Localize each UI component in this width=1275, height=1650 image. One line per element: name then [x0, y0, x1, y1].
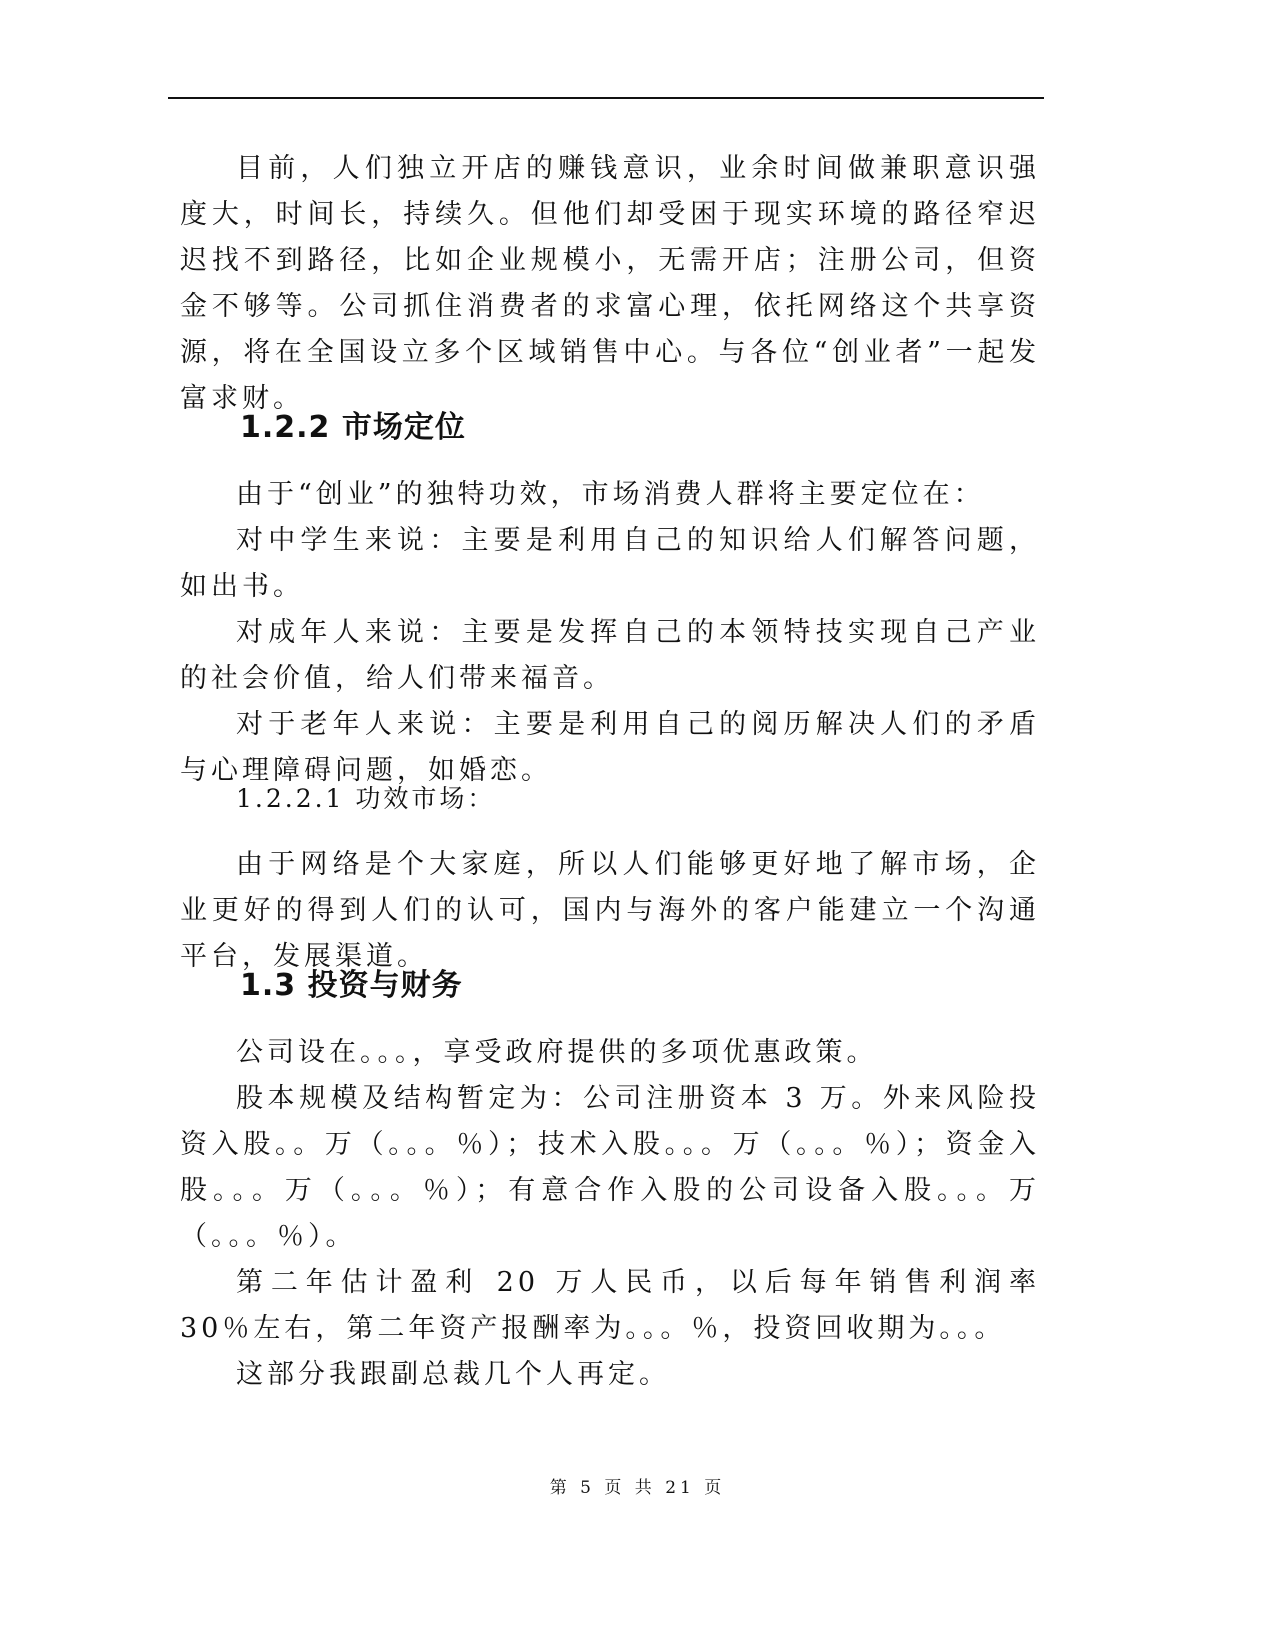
- header-rule: [168, 97, 1044, 99]
- market-item-elderly: 对于老年人来说：主要是利用自己的阅历解决人们的矛盾与心理障碍问题，如婚恋。: [180, 709, 1040, 786]
- investment-p4: 这部分我跟副总裁几个人再定。: [236, 1359, 670, 1390]
- market-positioning-block: [180, 472, 1040, 794]
- page-footer: 第 5 页 共 21 页: [549, 1478, 726, 1498]
- market-lead: 由于“创业”的独特功效，市场消费人群将主要定位在：: [236, 479, 985, 510]
- market-item-adults: 对成年人来说：主要是发挥自己的本领特技实现自己产业的社会价值，给人们带来福音。: [180, 617, 1040, 694]
- investment-p3: 第二年估计盈利 20 万人民币，以后每年销售利润率 30％左右，第二年资产报酬率为。。。％，投资回收期为。。。: [180, 1267, 1040, 1344]
- investment-p2: 股本规模及结构暂定为：公司注册资本 3 万。外来风险投资入股。。万（。。。％）；技术入股。。。万（。。。％）；资金入股。。。万（。。。％）；有意合作入股的公司设备入股。。。万（。。。％）。: [180, 1083, 1040, 1252]
- section-heading-1-3: 1.3 投资与财务: [240, 968, 463, 1003]
- effect-market-paragraph: 由于网络是个大家庭，所以人们能够更好地了解市场，企业更好的得到人们的认可，国内与海外的客户能建立一个沟通平台，发展渠道。: [180, 849, 1040, 972]
- intro-block: [180, 146, 1040, 422]
- investment-p1: 公司设在。。。，享受政府提供的多项优惠政策。: [236, 1037, 878, 1068]
- section-heading-1-2-2-1: 1.2.2.1 功效市场：: [236, 784, 496, 813]
- market-item-students: 对中学生来说：主要是利用自己的知识给人们解答问题，如出书。: [180, 525, 1040, 602]
- section-heading-1-2-2: 1.2.2 市场定位: [240, 410, 466, 445]
- investment-block: [180, 1030, 1040, 1398]
- intro-paragraph: 目前，人们独立开店的赚钱意识，业余时间做兼职意识强度大，时间长，持续久。但他们却受困于现实环境的路径窄迟迟找不到路径，比如企业规模小，无需开店；注册公司，但资金不够等。公司抓住消费者的求富心理，依托网络这个共享资源，将在全国设立多个区域销售中心。与各位“创业者”一起发富求财。: [180, 153, 1040, 414]
